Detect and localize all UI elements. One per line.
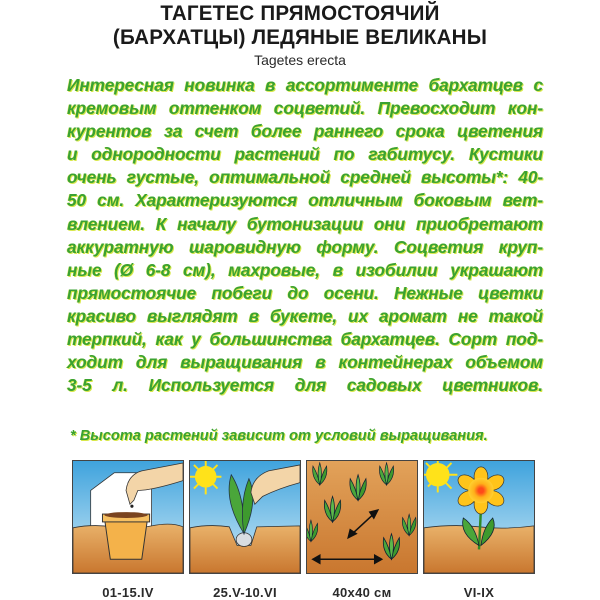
step-panel-flowering [423, 460, 535, 574]
description [67, 74, 543, 397]
description-line: 3-5 л. Используется для садовых цветников. [67, 375, 543, 396]
description-line: кремовым оттенком соцветий. Превосходит кон- [67, 98, 543, 119]
transplanting-seedling-icon [190, 461, 300, 573]
description-line: курентов за счет более раннего срока цветения [67, 121, 543, 142]
description-line: красиво выглядят в букете, их аромат не такой [67, 305, 543, 326]
step-label: 40x40 см [332, 585, 392, 600]
description-line: влением. К началу бутонизации они приобретают [67, 213, 543, 234]
step-panel-transplanting [189, 460, 301, 574]
title-line-2: (БАРХАТЦЫ) ЛЕДЯНЫЕ ВЕЛИКАНЫ [112, 26, 488, 49]
description-line: и однородности растений по габитусу. Кустики [67, 144, 543, 165]
planting-spacing-icon [307, 461, 417, 573]
step-panel-sowing [72, 460, 184, 574]
description-line: очень густые, оптимальной средней высоты*: 40- [67, 167, 543, 188]
step-label: 25.V-10.VI [213, 585, 277, 600]
title-line-1: ТАГЕТЕС ПРЯМОСТОЯЧИЙ [160, 2, 440, 25]
description-line: прямостоячие побеги до осени. Нежные цветки [67, 282, 543, 303]
footnote: * Высота растений зависит от условий выращивания. [70, 428, 488, 444]
step-label: 01-15.IV [102, 585, 154, 600]
latin-name: Tagetes erecta [254, 52, 346, 68]
description-line: ные (Ø 6-8 см), махровые, в изобилии украшают [67, 259, 543, 280]
flowering-period-icon [424, 461, 534, 573]
description-line: терпкий, как у большинства бархатцев. Сорт под- [67, 329, 543, 350]
step-panel-spacing [306, 460, 418, 574]
description-line: Интересная новинка в ассортименте бархатцев с [67, 75, 543, 95]
sowing-in-pot-icon [73, 461, 183, 573]
step-label: VI-IX [463, 585, 495, 600]
description-line: аккуратную шаровидную форму. Соцветия круп- [67, 236, 543, 257]
description-line: ходит для выращивания в контейнерах объемом [67, 352, 543, 373]
description-line: 50 см. Характеризуются отличным боковым вет- [67, 190, 543, 211]
